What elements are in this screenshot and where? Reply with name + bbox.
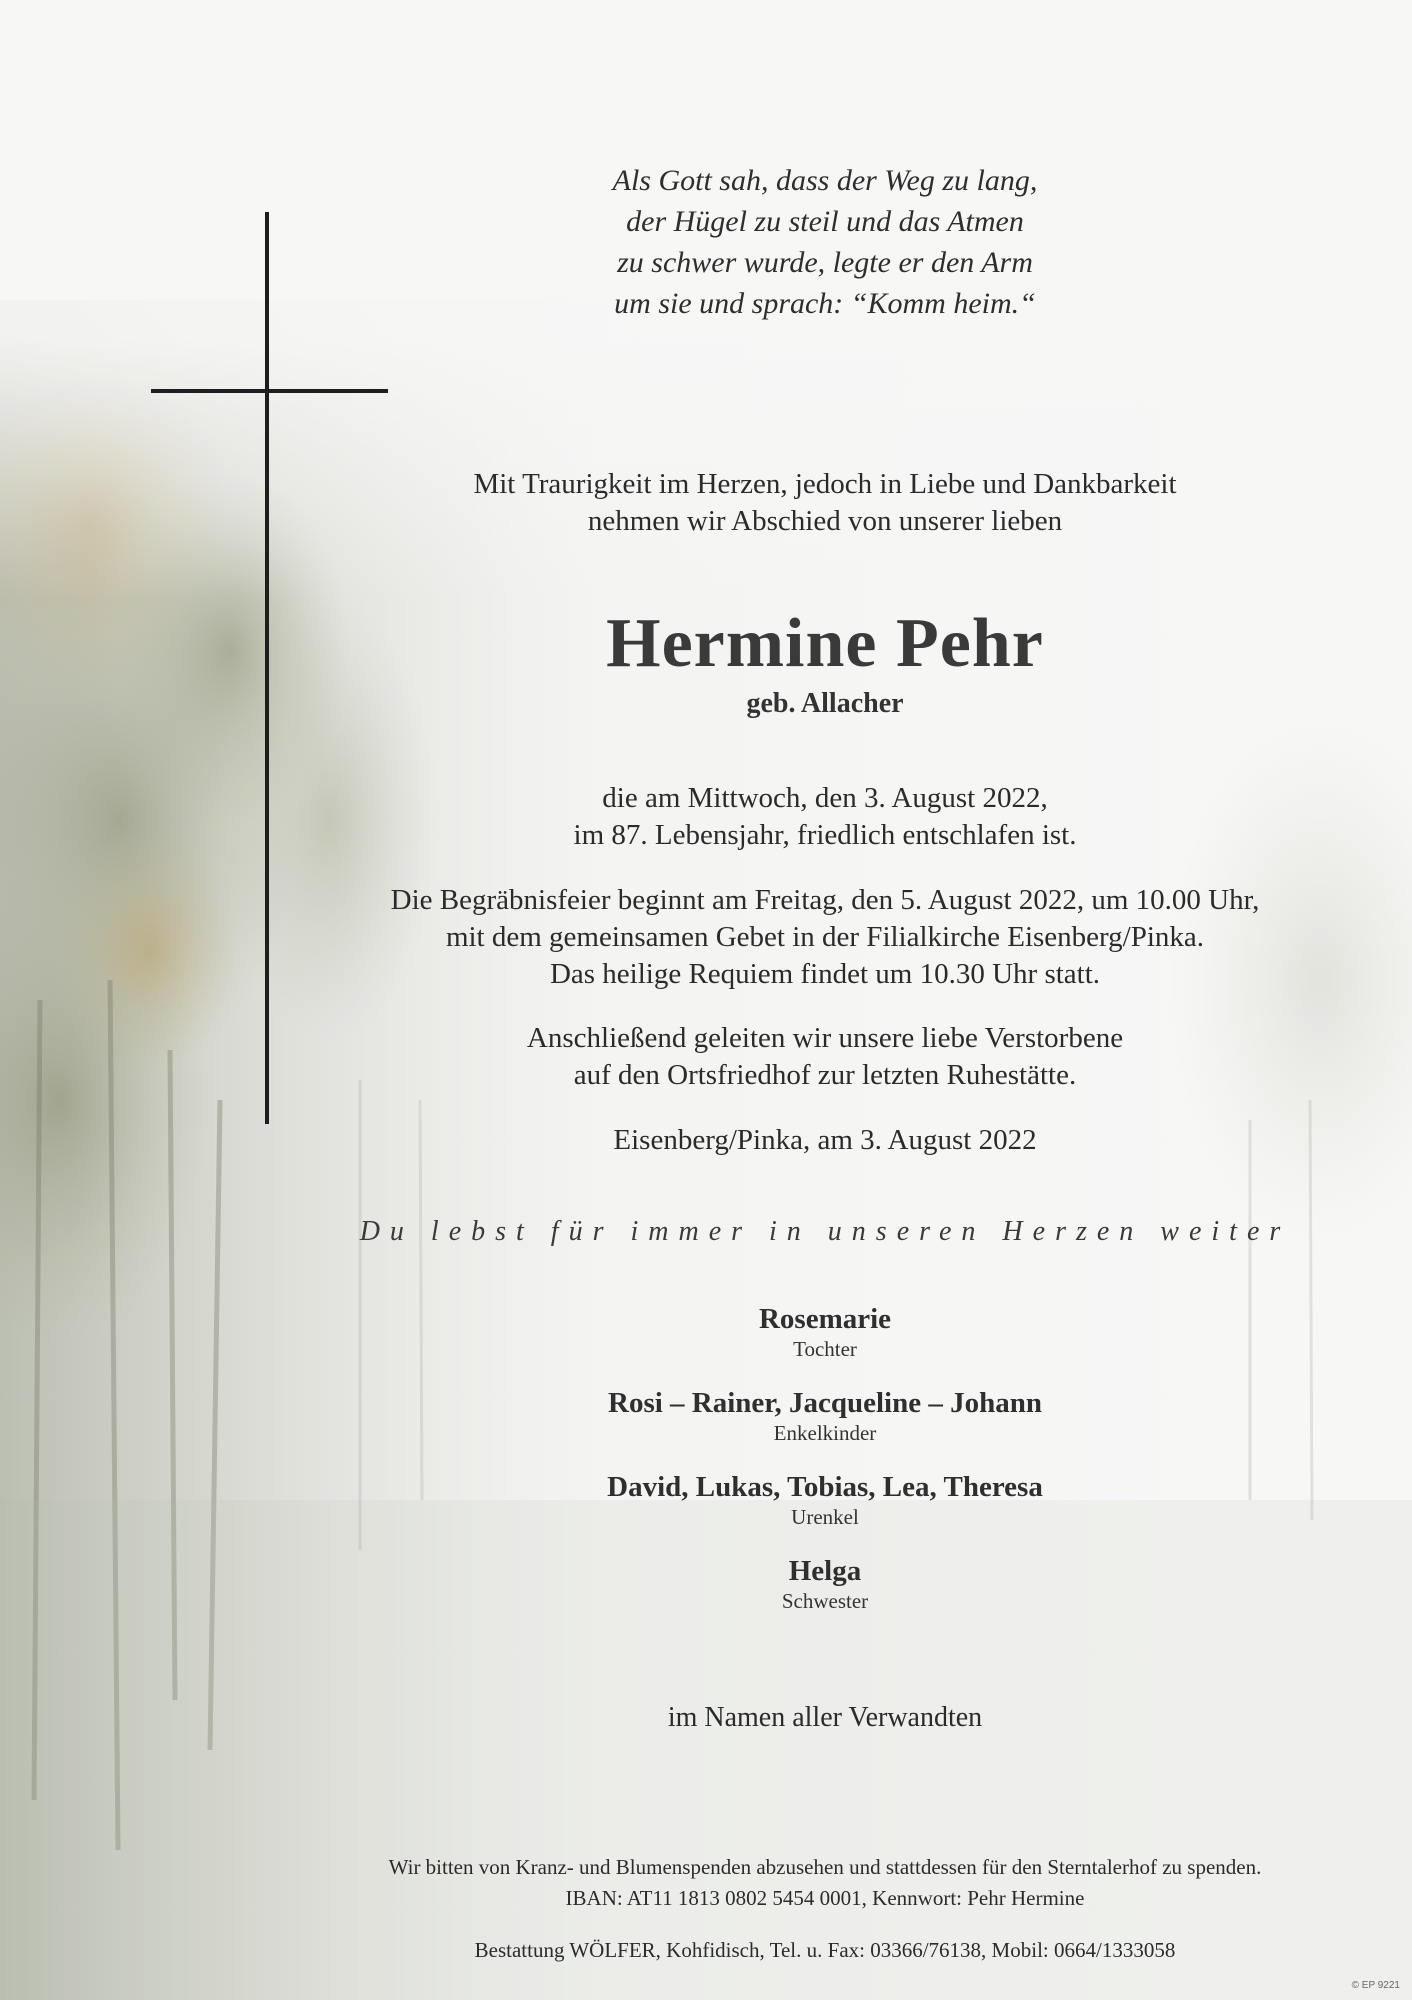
relatives-note: im Namen aller Verwandten bbox=[667, 1702, 983, 1733]
mourner-entry bbox=[300, 1470, 1350, 1530]
mourners-list bbox=[300, 1302, 1350, 1638]
donation-note bbox=[300, 1852, 1350, 1914]
mourner-role: Enkelkinder bbox=[773, 1421, 877, 1445]
intro-line: nehmen wir Abschied von unserer lieben bbox=[587, 505, 1063, 537]
funeral-line: mit dem gemeinsamen Gebet in der Filialkirche Eisenberg/Pinka. bbox=[445, 921, 1205, 953]
funeral-line: Die Begräbnisfeier beginnt am Freitag, den 5. August 2022, um 10.00 Uhr, bbox=[390, 884, 1260, 916]
poem bbox=[300, 160, 1350, 324]
mourner-name: Helga bbox=[788, 1555, 862, 1587]
funeral-line: Das heilige Requiem findet um 10.30 Uhr statt. bbox=[549, 958, 1101, 990]
undertaker-info: Bestattung WÖLFER, Kohfidisch, Tel. u. Fax: 03366/76138, Mobil: 0664/1333058 bbox=[474, 1938, 1176, 1962]
poem-line: der Hügel zu steil und das Atmen bbox=[626, 205, 1024, 238]
cross-icon-horizontal bbox=[151, 389, 388, 393]
intro-line: Mit Traurigkeit im Herzen, jedoch in Liebe und Dankbarkeit bbox=[473, 468, 1177, 500]
mourner-role: Urenkel bbox=[791, 1505, 859, 1529]
birth-name: geb. Allacher bbox=[746, 688, 904, 719]
mourner-entry bbox=[300, 1554, 1350, 1614]
print-code: © EP 9221 bbox=[1351, 1980, 1400, 1991]
deceased-name: Hermine Pehr bbox=[606, 605, 1044, 682]
donation-line: Wir bitten von Kranz- und Blumenspenden abzusehen und stattdessen für den Sterntalerhof zu spenden. bbox=[388, 1855, 1262, 1879]
poem-line: Als Gott sah, dass der Weg zu lang, bbox=[612, 164, 1038, 197]
mourner-name: Rosemarie bbox=[758, 1303, 892, 1335]
place-date: Eisenberg/Pinka, am 3. August 2022 bbox=[613, 1124, 1037, 1156]
death-notice bbox=[300, 780, 1350, 854]
mourner-name: David, Lukas, Tobias, Lea, Theresa bbox=[607, 1471, 1043, 1503]
mourner-role: Tochter bbox=[793, 1337, 857, 1361]
iban-line: IBAN: AT11 1813 0802 5454 0001, Kennwort: Pehr Hermine bbox=[565, 1886, 1085, 1910]
cross-icon-vertical bbox=[265, 212, 269, 1124]
burial-info bbox=[300, 1020, 1350, 1094]
poem-line: zu schwer wurde, legte er den Arm bbox=[617, 246, 1033, 279]
mourner-name: Rosi – Rainer, Jacqueline – Johann bbox=[608, 1387, 1042, 1419]
mourner-entry bbox=[300, 1386, 1350, 1446]
death-line: im 87. Lebensjahr, friedlich entschlafen ist. bbox=[573, 819, 1077, 851]
motto: Du lebst für immer in unseren Herzen weiter bbox=[359, 1216, 1291, 1247]
mourner-role: Schwester bbox=[781, 1589, 869, 1613]
poem-line: um sie und sprach: “Komm heim.“ bbox=[614, 287, 1036, 320]
death-line: die am Mittwoch, den 3. August 2022, bbox=[602, 782, 1048, 814]
burial-line: auf den Ortsfriedhof zur letzten Ruhestätte. bbox=[573, 1059, 1077, 1091]
funeral-info bbox=[300, 882, 1350, 993]
burial-line: Anschließend geleiten wir unsere liebe Verstorbene bbox=[526, 1022, 1124, 1054]
mourner-entry bbox=[300, 1302, 1350, 1362]
intro-text bbox=[300, 466, 1350, 540]
